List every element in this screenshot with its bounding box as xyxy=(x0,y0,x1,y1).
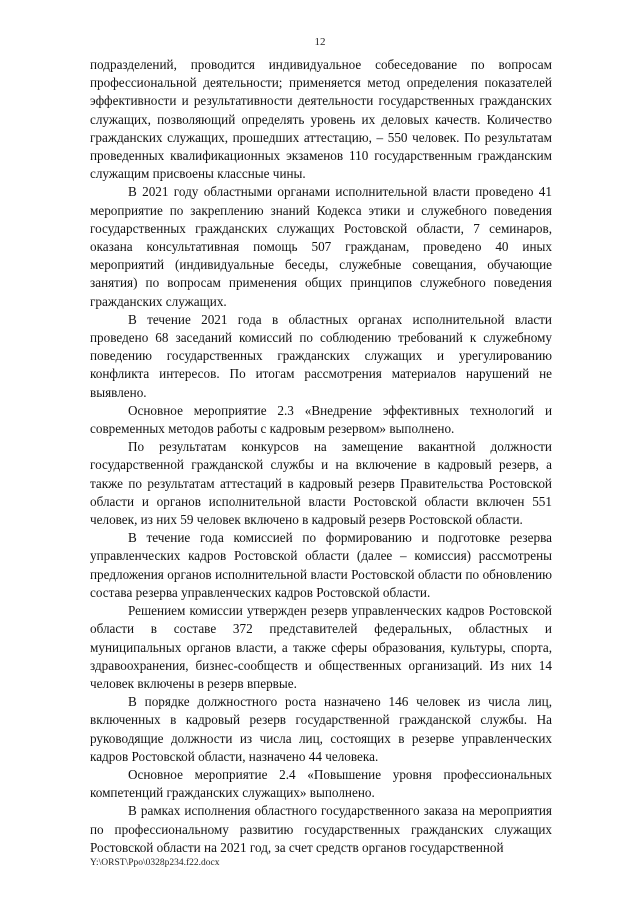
paragraph: В 2021 году областными органами исполнительной власти проведено 41 мероприятие по закреплению знаний Кодекса этики и служебного поведения государственных гражданских служащих Ростовской области, 7 семинаров, оказана консультативная помощь 507 гражданам, проведено 40 иных мероприятий (индивидуальные беседы, служебные совещания, обучающие занятия) по вопросам применения общих принципов служебного поведения гражданских служащих. xyxy=(90,184,552,309)
paragraph: подразделений, проводится индивидуальное собеседование по вопросам профессиональной деятельности; применяется метод определения показателей эффективности и результативности деятельности государственных гражданских служащих, позволяющий определять уровень их деловых качеств. Количество гражданских служащих, прошедших аттестацию, – 550 человек. По результатам проведенных квалификационных экзаменов 110 государственным гражданским служащим присвоены классные чины. xyxy=(90,57,552,182)
document-body xyxy=(90,56,552,857)
paragraph: По результатам конкурсов на замещение вакантной должности государственной гражданской службы и на включение в кадровый резерв, а также по результатам аттестаций в кадровый резерв Правительства Ростовской области и органов исполнительной власти Ростовской области включен 551 человек, из них 59 человек включено в кадровый резерв Ростовской области. xyxy=(90,439,552,528)
paragraph: В порядке должностного роста назначено 146 человек из числа лиц, включенных в кадровый резерв государственной гражданской службы. На руководящие должности из числа лиц, состоящих в резерве управленческих кадров Ростовской области, назначено 44 человека. xyxy=(90,694,552,764)
page-number: 12 xyxy=(314,36,326,48)
paragraph: В течение 2021 года в областных органах исполнительной власти проведено 68 заседаний комиссий по соблюдению требований к служебному поведению государственных гражданских служащих и урегулированию конфликта интересов. По итогам рассмотрения материалов нарушений не выявлено. xyxy=(90,311,552,400)
paragraph: В течение года комиссией по формированию и подготовке резерва управленческих кадров Ростовской области (далее – комиссия) рассмотрены предложения органов исполнительной власти Ростовской области по обновлению состава резерва управленческих кадров Ростовской области. xyxy=(90,530,552,600)
paragraph: Основное мероприятие 2.4 «Повышение уровня профессиональных компетенций гражданских служащих» выполнено. xyxy=(90,766,552,801)
paragraph: Решением комиссии утвержден резерв управленческих кадров Ростовской области в составе 372 представителей федеральных, областных и муниципальных органов власти, а также сферы образования, культуры, спорта, здравоохранения, бизнес-сообществ и общественных организаций. Из них 14 человек включены в резерв впервые. xyxy=(90,603,552,691)
file-path-footer: Y:\ORST\Ppo\0328p234.f22.docx xyxy=(90,858,220,868)
paragraph: В рамках исполнения областного государственного заказа на мероприятия по профессиональному развитию государственных гражданских служащих Ростовской области на 2021 год, за счет средств органов государственной xyxy=(90,803,552,855)
paragraph: Основное мероприятие 2.3 «Внедрение эффективных технологий и современных методов работы с кадровым резервом» выполнено. xyxy=(90,402,552,437)
